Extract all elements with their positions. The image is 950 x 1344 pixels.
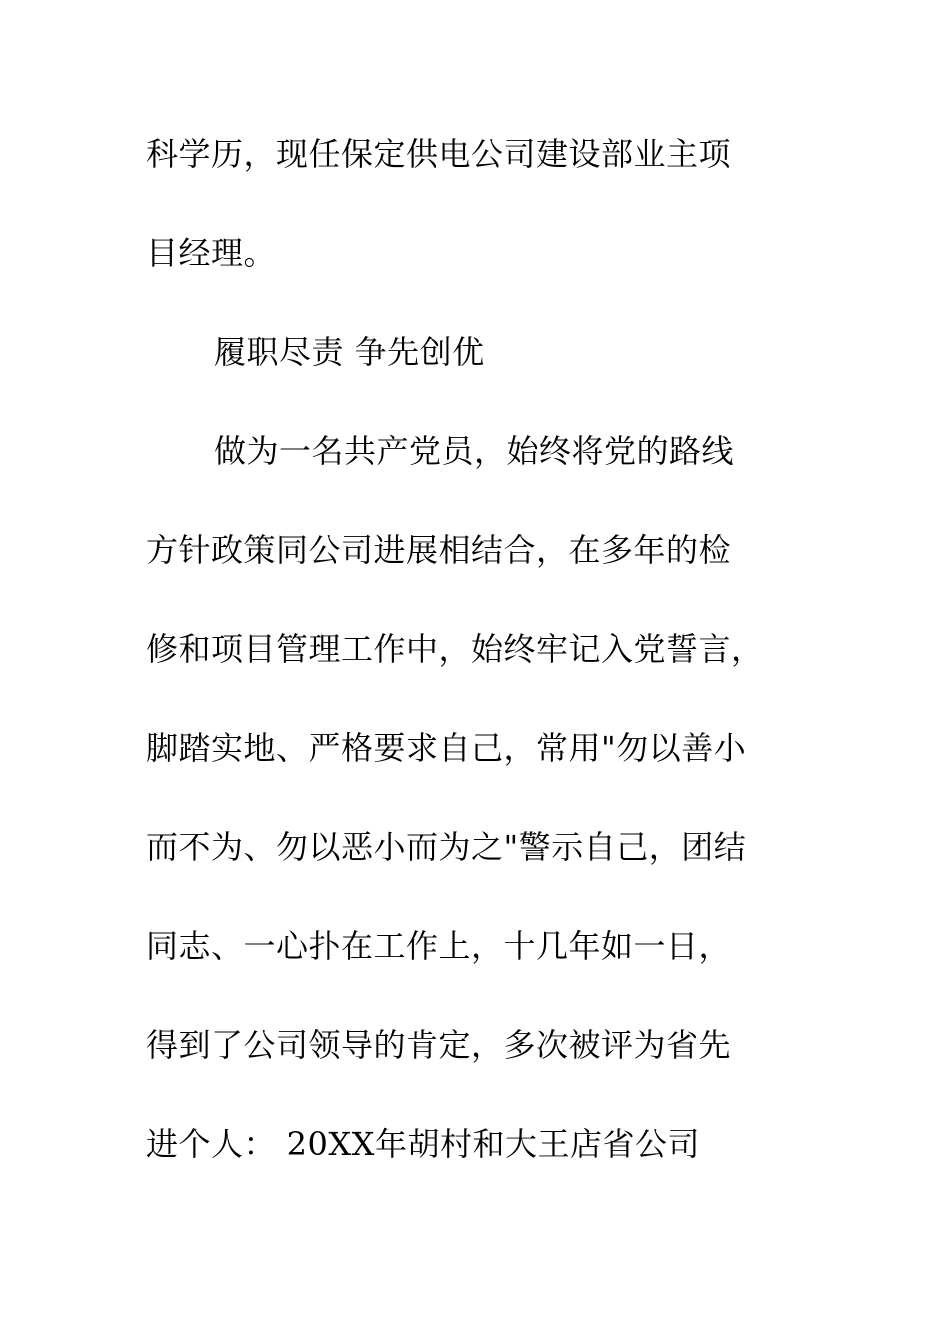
body-line-6: 修和项目管理工作中，始终牢记入党誓言， (146, 630, 764, 668)
body-line-11: 进个人： 20XX年胡村和大王店省公司 (146, 1125, 700, 1163)
body-line-5: 方针政策同公司进展相结合，在多年的检 (146, 531, 732, 569)
section-heading: 履职尽责 争先创优 (214, 333, 485, 371)
paragraph-start: 做为一名共产党员，始终将党的路线 (214, 432, 735, 470)
document-body (146, 128, 806, 1217)
body-line-2: 目经理。 (146, 234, 277, 272)
body-line-10: 得到了公司领导的肯定，多次被评为省先 (146, 1026, 732, 1064)
body-line-9: 同志、一心扑在工作上，十几年如一日， (146, 927, 732, 965)
body-line-7: 脚踏实地、严格要求自己，常用"勿以善小 (146, 729, 747, 767)
body-line-1: 科学历，现任保定供电公司建设部业主项 (146, 135, 732, 173)
body-line-8: 而不为、勿以恶小而为之"警示自己，团结 (146, 828, 747, 866)
